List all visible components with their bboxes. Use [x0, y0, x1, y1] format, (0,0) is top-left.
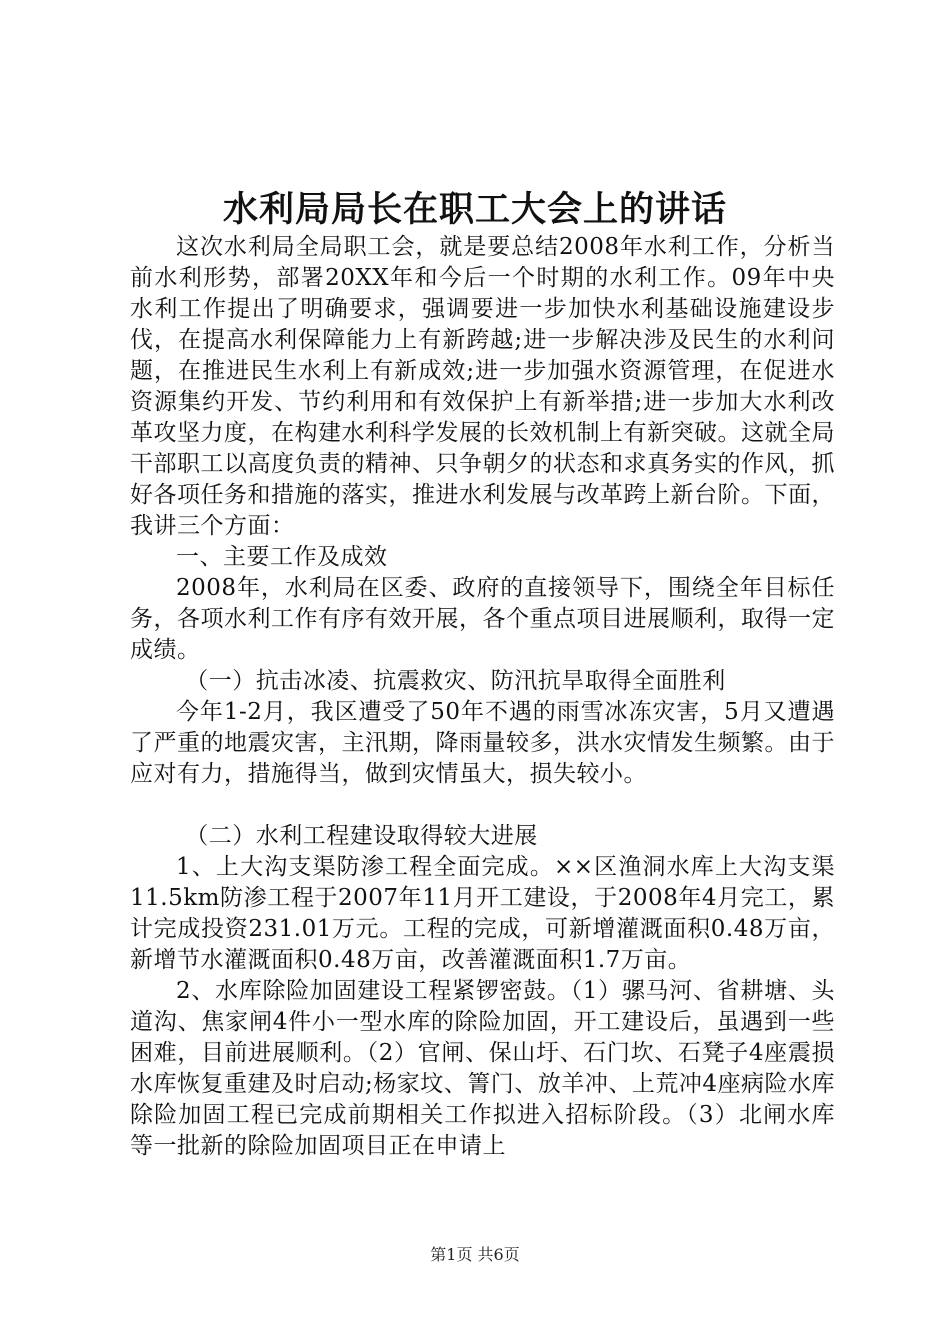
paragraph-2008-summary: 2008年，水利局在区委、政府的直接领导下，围绕全年目标任务，各项水利工作有序有效开展，各个重点项目进展顺利，取得一定成绩。: [130, 575, 835, 663]
paragraph-disaster: 今年1-2月，我区遭受了50年不遇的雨雪冰冻灾害，5月又遭遇了严重的地震灾害，主汛期，降雨量较多，洪水灾情发生频繁。由于应对有力，措施得当，做到灾情虽大，损失较小。: [130, 699, 835, 787]
paragraph-intro: 这次水利局全局职工会，就是要总结2008年水利工作，分析当前水利形势，部署20XX年和今后一个时期的水利工作。09年中央水利工作提出了明确要求，强调要进一步加快水利基础设施建设步伐，在提高水利保障能力上有新跨越;进一步解决涉及民生的水利问题，在推进民生水利上有新成效;进一步加强水资源管理，在促进水资源集约开发、节约利用和有效保护上有新举措;进一步加大水利改革攻坚力度，在构建水利科学发展的长效机制上有新突破。这就全局干部职工以高度负责的精神、只争朝夕的状态和求真务实的作风，抓好各项任务和措施的落实，推进水利发展与改革跨上新台阶。下面，我讲三个方面：: [130, 234, 835, 539]
page-number-footer: 第1页 共6页: [430, 1245, 520, 1264]
paragraph-reservoir-project: 2、水库除险加固建设工程紧锣密鼓。（1）骡马河、省耕塘、头道沟、焦家闸4件小一型水库的除险加固，开工建设后，虽遇到一些困难，目前进展顺利。（2）官闸、保山圩、石门坎、石凳子4座震损水库恢复重建及时启动;杨家坟、箐门、放羊冲、上荒冲4座病险水库除险加固工程已完成前期相关工作拟进入招标阶段。（3）北闸水库等一批新的除险加固项目正在申请上: [130, 978, 835, 1159]
document-title: 水利局局长在职工大会上的讲话: [222, 189, 727, 230]
document-body: [130, 232, 835, 1162]
subsection-heading-1: （一）抗击冰凌、抗震救灾、防汛抗旱取得全面胜利: [185, 668, 726, 694]
subsection-heading-2: （二）水利工程建设取得较大进展: [185, 823, 538, 849]
section-heading-1: 一、主要工作及成效: [176, 544, 388, 570]
paragraph-canal-project: 1、上大沟支渠防渗工程全面完成。××区渔洞水库上大沟支渠11.5km防渗工程于2007年11月开工建设，于2008年4月完工，累计完成投资231.01万元。工程的完成，可新增灌溉面积0.48万亩，新增节水灌溉面积0.48万亩，改善灌溉面积1.7万亩。: [130, 854, 835, 973]
blank-line: [130, 790, 835, 821]
